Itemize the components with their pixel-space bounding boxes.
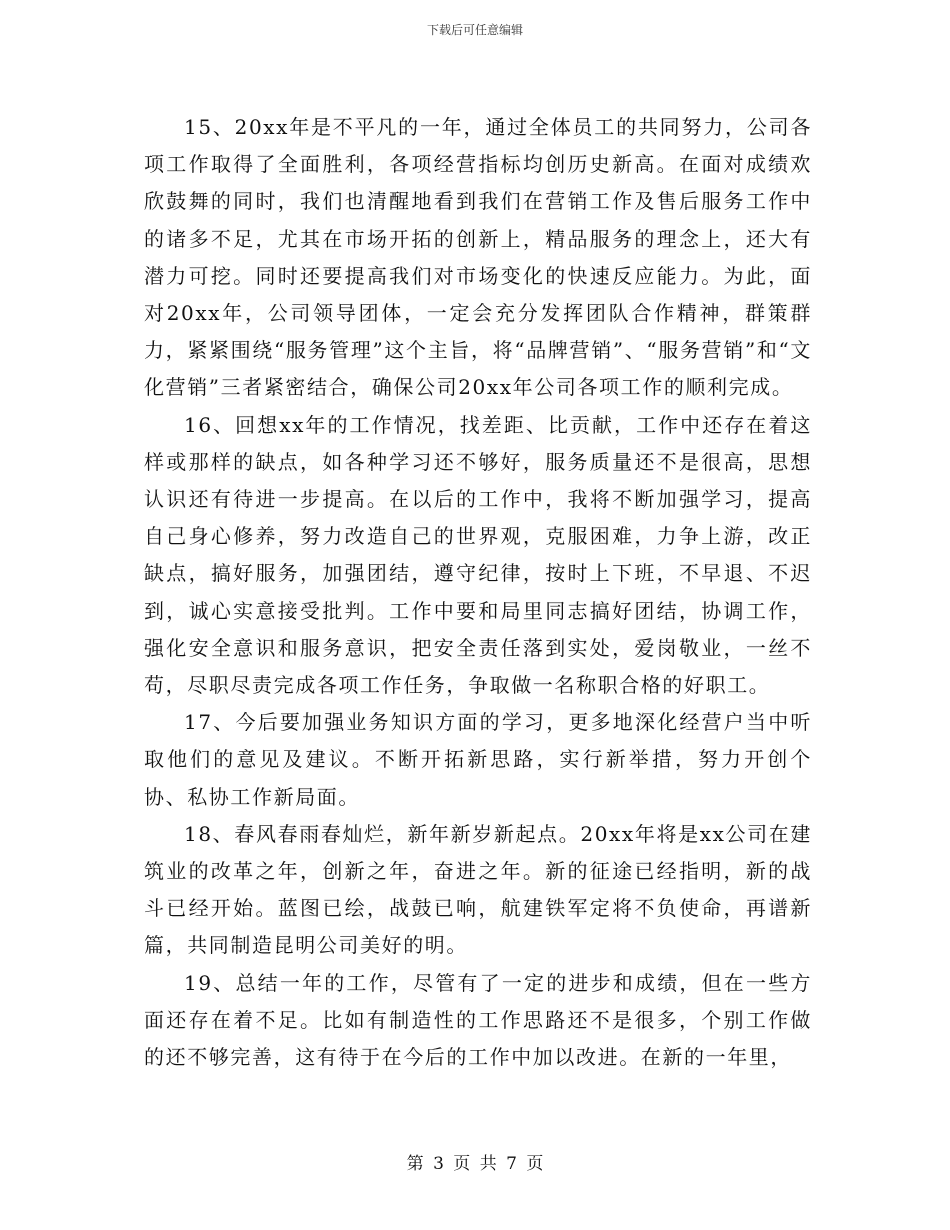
- paragraph-17: 17、今后要加强业务知识方面的学习，更多地深化经营户当中听取他们的意见及建议。不断开拓新思路，实行新举措，努力开创个协、私协工作新局面。: [144, 710, 812, 809]
- document-body: [144, 109, 812, 1076]
- paragraph-15: 15、20xx年是不平凡的一年，通过全体员工的共同努力，公司各项工作取得了全面胜利，各项经营指标均创历史新高。在面对成绩欢欣鼓舞的同时，我们也清醒地看到我们在营销工作及售后服务工作中的诸多不足，尤其在市场开拓的创新上，精品服务的理念上，还大有潜力可挖。同时还要提高我们对市场变化的快速反应能力。为此，面对20xx年，公司领导团体，一定会充分发挥团队合作精神，群策群力，紧紧围绕“服务管理”这个主旨，将“品牌营销”、“服务营销”和“文化营销”三者紧密结合，确保公司20xx年公司各项工作的顺利完成。: [144, 115, 812, 400]
- page-number-footer: 第 3 页 共 7 页: [406, 1154, 544, 1174]
- paragraph-19: 19、总结一年的工作，尽管有了一定的进步和成绩，但在一些方面还存在着不足。比如有制造性的工作思路还不是很多，个别工作做的还不够完善，这有待于在今后的工作中加以改进。在新的一年里，: [144, 970, 812, 1070]
- paragraph-16: 16、回想xx年的工作情况，找差距、比贡献，工作中还存在着这样或那样的缺点，如各种学习还不够好，服务质量还不是很高，思想认识还有待进一步提高。在以后的工作中，我将不断加强学习，提高自己身心修养，努力改造自己的世界观，克服困难，力争上游，改正缺点，搞好服务，加强团结，遵守纪律，按时上下班，不早退、不迟到，诚心实意接受批判。工作中要和局里同志搞好团结，协调工作，强化安全意识和服务意识，把安全责任落到实处，爱岗敬业，一丝不苟，尽职尽责完成各项工作任务，争取做一名称职合格的好职工。: [144, 412, 812, 698]
- paragraph-18: 18、春风春雨春灿烂，新年新岁新起点。20xx年将是xx公司在建筑业的改革之年，创新之年，奋进之年。新的征途已经指明，新的战斗已经开始。蓝图已绘，战鼓已响，航建铁军定将不负使命，再谱新篇，共同制造昆明公司美好的明。: [144, 821, 812, 958]
- page-header: 下载后可任意编辑: [426, 23, 523, 37]
